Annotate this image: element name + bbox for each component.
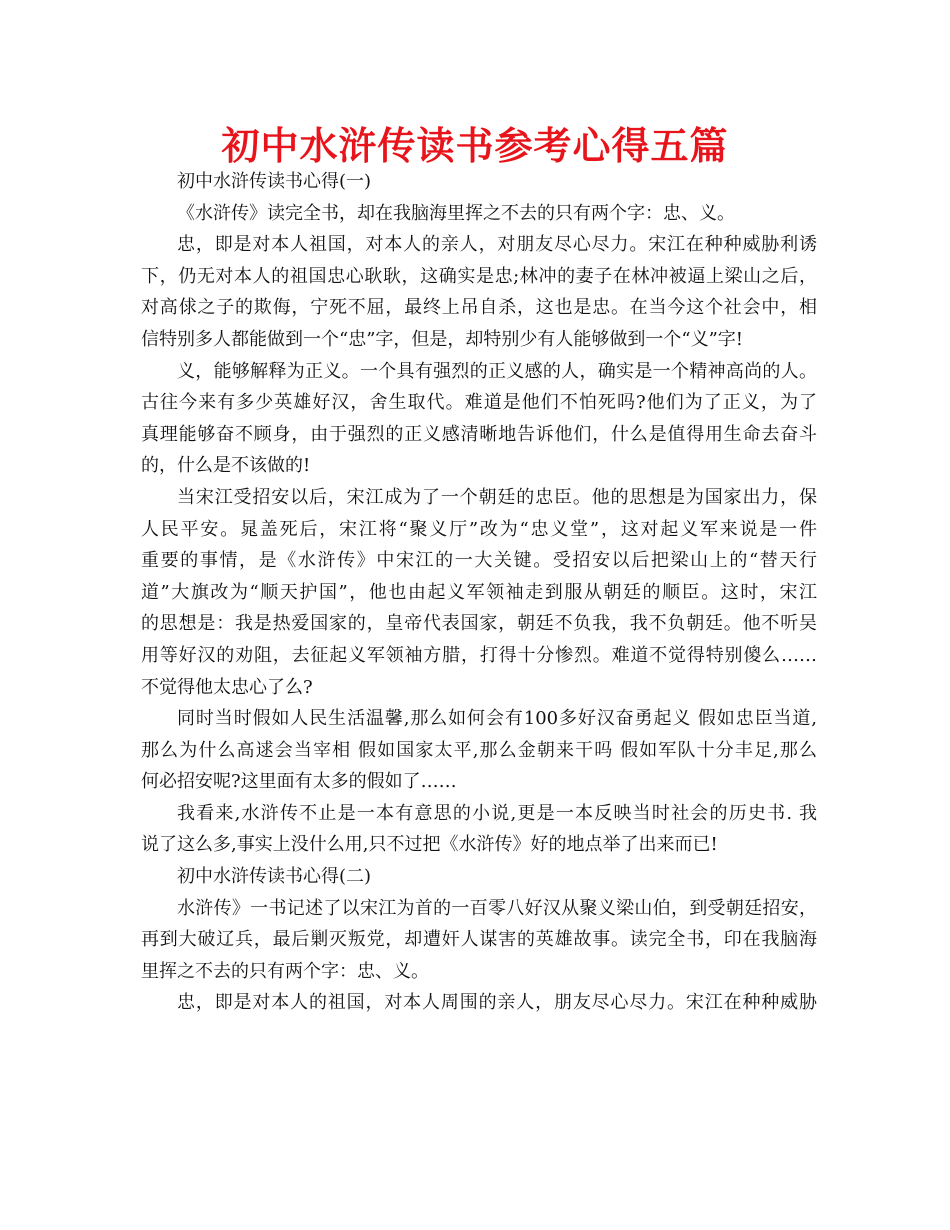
text-line: 的思想是：我是热爱国家的，皇帝代表国家，朝廷不负我，我不负朝廷。他不听吴: [141, 613, 817, 635]
text-line: 忠，即是对本人祖国，对本人的亲人，对朋友尽心尽力。宋江在种种威胁利诱: [177, 234, 817, 256]
document-body: [141, 166, 817, 1019]
text-line: 不觉得他太忠心了么?: [141, 676, 313, 698]
text-line: 说了这么多,事实上没什么用,只不过把《水浒传》好的地点举了出来而已!: [141, 834, 718, 856]
text-line: 下，仍无对本人的祖国忠心耿耿，这确实是忠;林冲的妻子在林冲被逼上梁山之后，: [141, 265, 817, 287]
text-line: 义，能够解释为正义。一个具有强烈的正义感的人，确实是一个精神高尚的人。: [177, 360, 817, 382]
text-line: 何必招安呢?这里面有太多的假如了……: [141, 771, 457, 793]
document-title: 初中水浒传读书参考心得五篇: [221, 124, 729, 168]
text-line: 对高俅之子的欺侮，宁死不屈，最终上吊自杀，这也是忠。在当今这个社会中，相: [141, 297, 817, 319]
text-line: 重要的事情，是《水浒传》中宋江的一大关键。受招安以后把梁山上的“替天行: [141, 550, 817, 572]
text-line: 真理能够奋不顾身，由于强烈的正义感清晰地告诉他们，什么是值得用生命去奋斗: [141, 423, 817, 445]
text-line: 里挥之不去的只有两个字：忠、义。: [141, 960, 429, 982]
text-line: 当宋江受招安以后，宋江成为了一个朝廷的忠臣。他的思想是为国家出力，保: [177, 486, 817, 508]
text-line: 初中水浒传读书心得(一): [177, 171, 372, 192]
text-line: 的，什么是不该做的!: [141, 455, 311, 477]
text-line: 人民平安。晁盖死后，宋江将“聚义厅”改为“忠义堂”，这对起义军来说是一件: [141, 518, 817, 540]
text-line: 那么为什么高逑会当宰相 假如国家太平,那么金朝来干吗 假如军队十分丰足,那么: [141, 739, 817, 761]
text-line: 初中水浒传读书心得(二): [177, 866, 372, 888]
text-line: 再到大破辽兵，最后剿灭叛党，却遭奸人谋害的英雄故事。读完全书，印在我脑海: [141, 929, 817, 951]
text-line: 用等好汉的劝阻，去征起义军领袖方腊，打得十分惨烈。难道不觉得特别傻么……: [141, 644, 817, 666]
text-line: 信特别多人都能做到一个“忠”字，但是，却特别少有人能够做到一个“义”字!: [141, 328, 744, 350]
text-line: 水浒传》一书记述了以宋江为首的一百零八好汉从聚义梁山伯，到受朝廷招安，: [177, 897, 817, 919]
text-line: 忠，即是对本人的祖国，对本人周围的亲人，朋友尽心尽力。宋江在种种威胁: [177, 992, 817, 1014]
text-line: 我看来,水浒传不止是一本有意思的小说,更是一本反映当时社会的历史书. 我: [177, 802, 817, 824]
text-line: 古往今来有多少英雄好汉，舍生取代。难道是他们不怕死吗?他们为了正义，为了: [141, 392, 817, 414]
text-line: 同时当时假如人民生活温馨,那么如何会有100多好汉奋勇起义 假如忠臣当道,: [177, 708, 817, 730]
text-line: 道”大旗改为“顺天护国”，他也由起义军领袖走到服从朝廷的顺臣。这时，宋江: [141, 581, 817, 603]
text-line: 《水浒传》读完全书，却在我脑海里挥之不去的只有两个字：忠、义。: [177, 202, 735, 224]
